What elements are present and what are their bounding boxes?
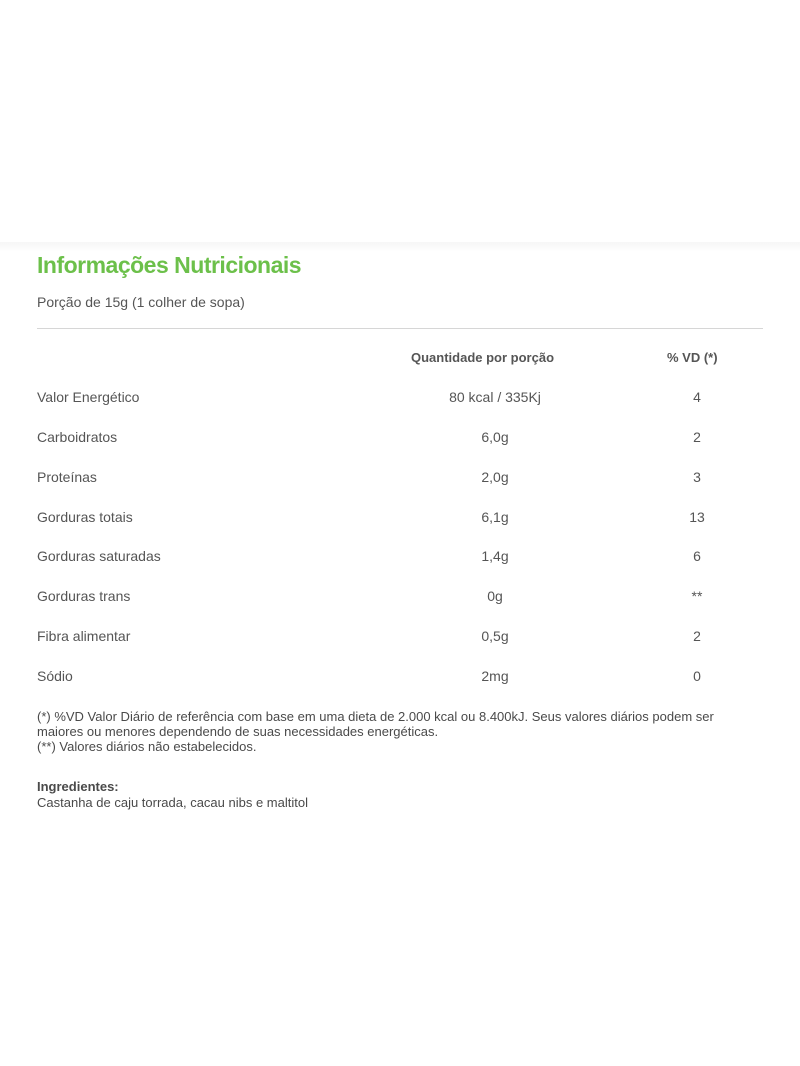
portion-size: Porção de 15g (1 colher de sopa) [37,294,245,310]
nutrient-quantity: 80 kcal / 335Kj [449,389,541,405]
nutrient-daily-value: ** [691,588,703,604]
nutrient-name: Gorduras saturadas [37,548,161,564]
table-row [37,429,763,453]
nutrient-daily-value: 2 [693,628,701,644]
nutrient-quantity: 1,4g [481,548,509,564]
daily-value-footnote: (*) %VD Valor Diário de referência com base em uma dieta de 2.000 kcal ou 8.400kJ. Seus valores diários podem ser maiores ou menores dependendo de suas necessidades energéticas. [37,709,714,739]
nutrient-quantity: 6,1g [481,509,509,525]
top-shadow-band [0,242,800,252]
nutrient-quantity: 0g [487,588,503,604]
table-row [37,628,763,652]
nutrient-name: Gorduras trans [37,588,131,604]
nutrient-name: Valor Energético [37,389,140,405]
table-row [37,389,763,413]
table-row [37,588,763,612]
daily-value-notes [37,709,763,754]
not-established-footnote: (**) Valores diários não estabelecidos. [37,739,257,754]
nutrient-name: Carboidratos [37,429,118,445]
nutrient-daily-value: 13 [689,509,705,525]
table-row [37,548,763,572]
column-header-quantity: Quantidade por porção [411,350,555,365]
nutrient-daily-value: 0 [693,668,701,684]
table-row [37,469,763,493]
ingredients-heading: Ingredientes: [37,779,119,794]
table-row [37,668,763,692]
nutrient-daily-value: 3 [693,469,701,485]
nutrient-quantity: 6,0g [481,429,509,445]
nutrient-quantity: 0,5g [481,628,509,644]
ingredients-list: Castanha de caju torrada, cacau nibs e maltitol [37,795,308,810]
header-divider [37,328,763,329]
nutrient-name: Proteínas [37,469,97,485]
nutrition-title: Informações Nutricionais [37,252,302,278]
nutrient-name: Gorduras totais [37,509,133,525]
nutrient-quantity: 2,0g [481,469,509,485]
table-row [37,509,763,533]
nutrient-quantity: 2mg [481,668,509,684]
nutrient-name: Fibra alimentar [37,628,131,644]
nutrient-daily-value: 2 [693,429,701,445]
nutrient-name: Sódio [37,668,73,684]
ingredients-section [37,779,763,811]
nutrient-daily-value: 6 [693,548,701,564]
nutrient-daily-value: 4 [693,389,701,405]
column-header-daily-value: % VD (*) [667,350,718,365]
